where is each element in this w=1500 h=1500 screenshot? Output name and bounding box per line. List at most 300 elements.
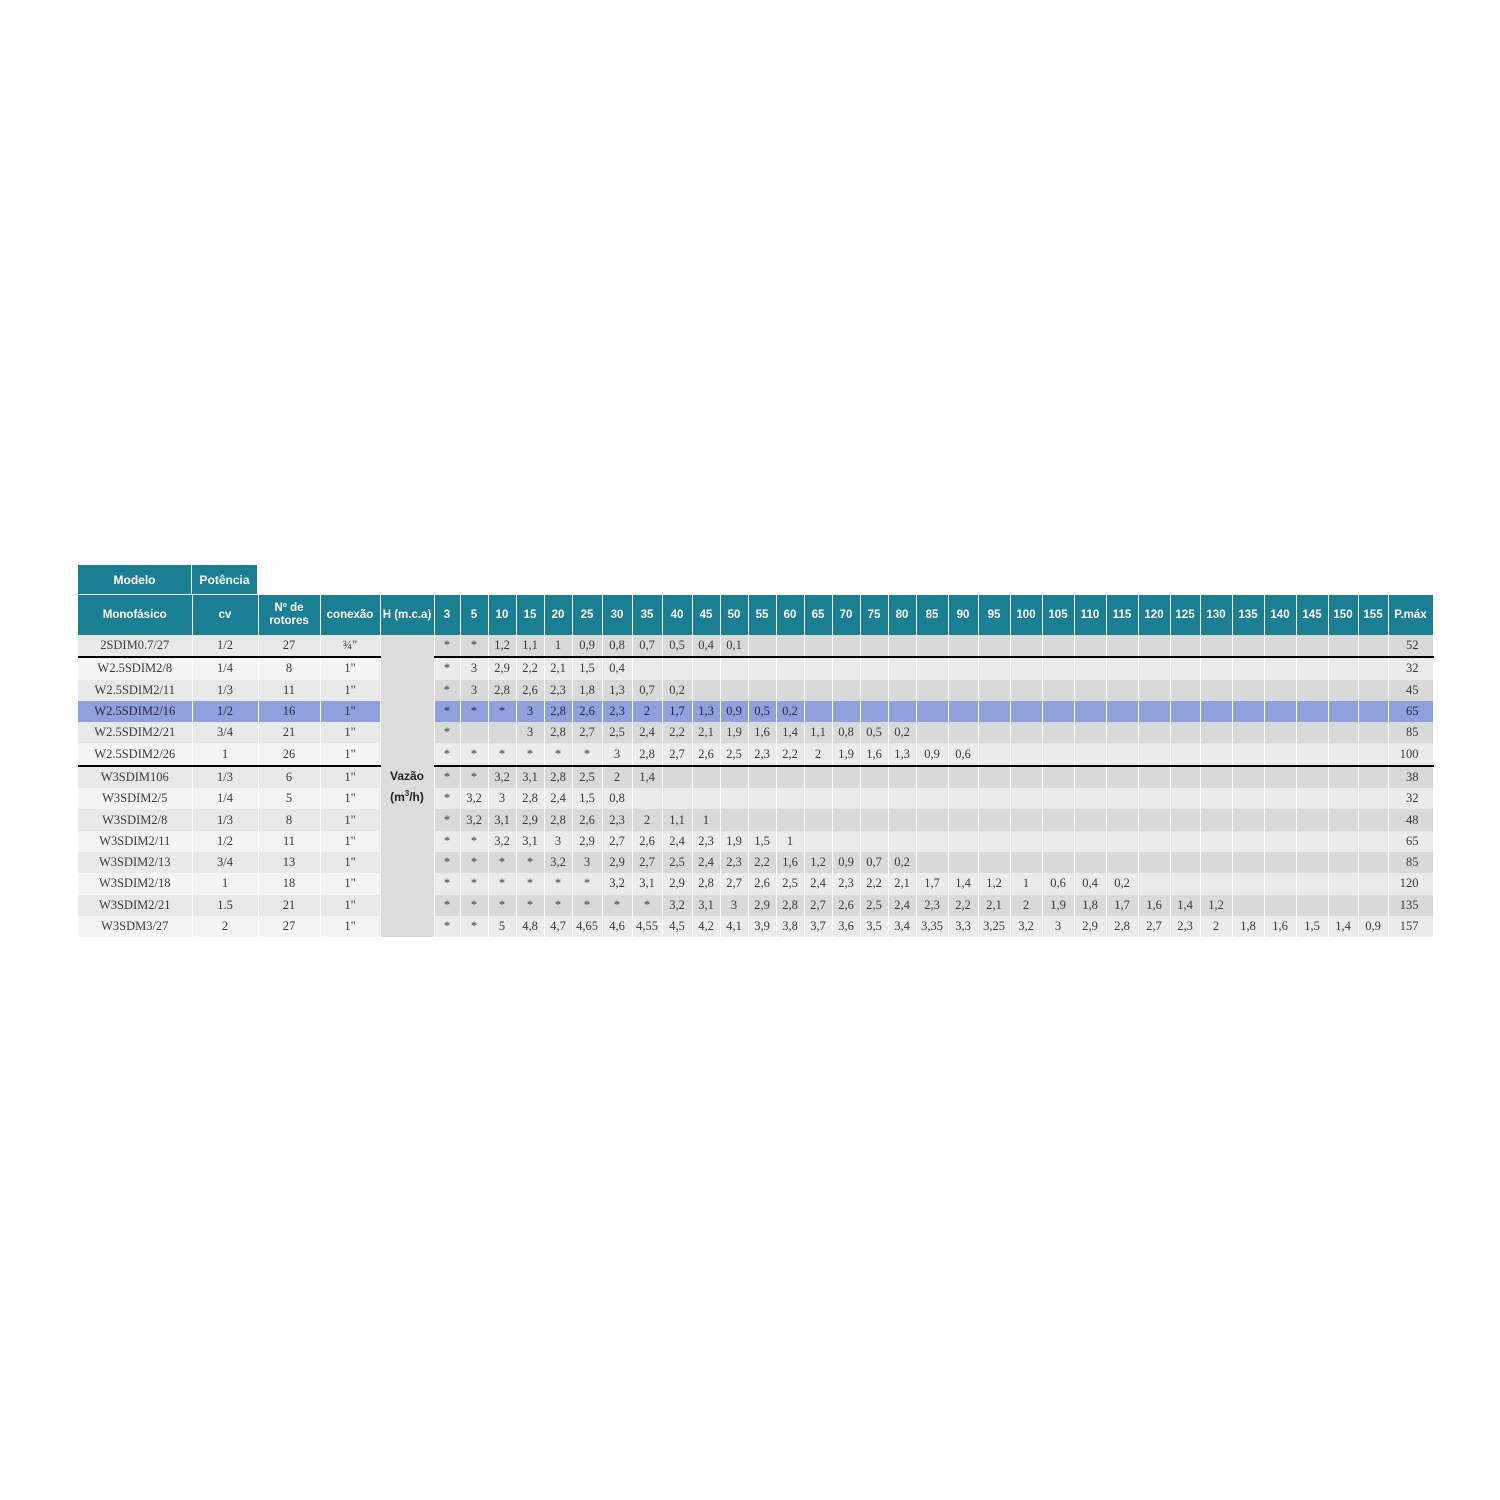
- table-row: [78, 701, 1433, 722]
- flow-value-cell: 1,1: [662, 809, 692, 830]
- table-row: [78, 852, 1433, 873]
- flow-value-cell: [888, 635, 916, 657]
- flow-value-cell: [832, 831, 860, 852]
- flow-value-cell: [1296, 766, 1328, 788]
- connection-cell: 1": [320, 722, 380, 743]
- flow-value-cell: [1010, 680, 1042, 701]
- flow-value-cell: [1200, 701, 1232, 722]
- flow-value-cell: [1200, 743, 1232, 765]
- flow-value-cell: 1: [776, 831, 804, 852]
- flow-value-cell: *: [434, 873, 460, 894]
- col-head-10-header: 50: [720, 595, 748, 636]
- connection-cell: 1": [320, 680, 380, 701]
- flow-value-cell: [1106, 788, 1138, 809]
- flow-value-cell: *: [516, 873, 544, 894]
- flow-value-cell: 1,2: [978, 873, 1010, 894]
- flow-value-cell: 2,6: [572, 701, 602, 722]
- col-head-15-header: 75: [860, 595, 888, 636]
- flow-value-cell: [1106, 809, 1138, 830]
- flow-value-cell: 2,9: [602, 852, 632, 873]
- flow-value-cell: [978, 766, 1010, 788]
- flow-value-cell: [1264, 895, 1296, 916]
- flow-value-cell: [1358, 831, 1388, 852]
- flow-value-cell: *: [434, 788, 460, 809]
- table-row: [78, 635, 1433, 657]
- flow-value-cell: 2,8: [544, 809, 572, 830]
- flow-value-cell: [1042, 831, 1074, 852]
- flow-value-cell: [1232, 873, 1264, 894]
- flow-value-cell: 2,5: [776, 873, 804, 894]
- flow-value-cell: [832, 635, 860, 657]
- flow-value-cell: *: [434, 852, 460, 873]
- flow-value-cell: [948, 809, 978, 830]
- flow-value-cell: 1,1: [804, 722, 832, 743]
- flow-value-cell: 2,8: [692, 873, 720, 894]
- flow-value-cell: [1170, 722, 1200, 743]
- col-head-0-header: 3: [434, 595, 460, 636]
- col-head-20-header: 100: [1010, 595, 1042, 636]
- flow-value-cell: [1358, 635, 1388, 657]
- cv-cell: 1/2: [192, 831, 258, 852]
- col-head-4-header: 20: [544, 595, 572, 636]
- flow-value-cell: [978, 701, 1010, 722]
- flow-value-cell: [1042, 788, 1074, 809]
- pmax-cell: 32: [1388, 657, 1433, 679]
- flow-value-cell: 2,7: [720, 873, 748, 894]
- rotors-cell: 18: [258, 873, 320, 894]
- flow-value-cell: [1170, 873, 1200, 894]
- flow-value-cell: [1074, 788, 1106, 809]
- flow-value-cell: [1200, 657, 1232, 679]
- flow-value-cell: [1200, 788, 1232, 809]
- flow-value-cell: 1,6: [776, 852, 804, 873]
- flow-value-cell: 0,7: [632, 680, 662, 701]
- flow-value-cell: [888, 657, 916, 679]
- cv-cell: 2: [192, 916, 258, 937]
- flow-value-cell: 1: [544, 635, 572, 657]
- flow-value-cell: [1200, 766, 1232, 788]
- flow-value-cell: [1170, 852, 1200, 873]
- flow-value-cell: [1232, 831, 1264, 852]
- flow-value-cell: [748, 788, 776, 809]
- cv-cell: 1/2: [192, 635, 258, 657]
- flow-value-cell: [748, 657, 776, 679]
- flow-value-cell: [1264, 766, 1296, 788]
- flow-value-cell: [1106, 657, 1138, 679]
- flow-value-cell: 2,8: [544, 701, 572, 722]
- flow-value-cell: [916, 635, 948, 657]
- flow-value-cell: 2,9: [662, 873, 692, 894]
- flow-value-cell: 1,7: [662, 701, 692, 722]
- flow-value-cell: 2,5: [720, 743, 748, 765]
- flow-value-cell: [1328, 701, 1358, 722]
- flow-value-cell: [832, 788, 860, 809]
- flow-value-cell: 3,1: [632, 873, 662, 894]
- model-cell: W3SDM3/27: [78, 916, 192, 937]
- flow-value-cell: [1106, 831, 1138, 852]
- flow-value-cell: 3,4: [888, 916, 916, 937]
- flow-value-cell: 2: [602, 766, 632, 788]
- flow-value-cell: [1138, 722, 1170, 743]
- flow-value-cell: [1232, 743, 1264, 765]
- flow-value-cell: 3,1: [692, 895, 720, 916]
- flow-value-cell: [692, 657, 720, 679]
- flow-value-cell: [1264, 635, 1296, 657]
- flow-value-cell: 3,2: [1010, 916, 1042, 937]
- flow-value-cell: 0,2: [662, 680, 692, 701]
- flow-value-cell: 4,8: [516, 916, 544, 937]
- flow-value-cell: [1106, 722, 1138, 743]
- flow-value-cell: 3,8: [776, 916, 804, 937]
- pmax-cell: 45: [1388, 680, 1433, 701]
- flow-value-cell: [1328, 722, 1358, 743]
- flow-value-cell: 1,5: [572, 788, 602, 809]
- flow-value-cell: [1328, 831, 1358, 852]
- flow-value-cell: [1138, 831, 1170, 852]
- flow-value-cell: [1264, 743, 1296, 765]
- flow-value-cell: [1200, 722, 1232, 743]
- flow-value-cell: 3,7: [804, 916, 832, 937]
- flow-value-cell: [1358, 852, 1388, 873]
- flow-value-cell: 0,5: [860, 722, 888, 743]
- col-head-17-header: 85: [916, 595, 948, 636]
- flow-value-cell: 3,2: [488, 831, 516, 852]
- flow-value-cell: 2,2: [516, 657, 544, 679]
- flow-unit-label: [380, 635, 434, 937]
- flow-value-cell: [1232, 809, 1264, 830]
- flow-value-cell: 3,9: [748, 916, 776, 937]
- flow-value-cell: [692, 680, 720, 701]
- flow-value-cell: [1010, 743, 1042, 765]
- flow-value-cell: 2,3: [602, 701, 632, 722]
- table-row: [78, 657, 1433, 679]
- model-cell: W2.5SDIM2/11: [78, 680, 192, 701]
- rotors-cell: 8: [258, 809, 320, 830]
- flow-value-cell: 2,3: [832, 873, 860, 894]
- col-head-30-header: 150: [1328, 595, 1358, 636]
- flow-value-cell: 2,7: [1138, 916, 1170, 937]
- flow-value-cell: [748, 766, 776, 788]
- flow-value-cell: [692, 788, 720, 809]
- flow-value-cell: [1042, 722, 1074, 743]
- flow-value-cell: [1170, 657, 1200, 679]
- flow-value-cell: [948, 788, 978, 809]
- flow-value-cell: 4,2: [692, 916, 720, 937]
- flow-value-cell: [1074, 680, 1106, 701]
- flow-value-cell: [1010, 831, 1042, 852]
- flow-value-cell: 2,4: [888, 895, 916, 916]
- flow-value-cell: 2,3: [720, 852, 748, 873]
- cv-cell: 1/4: [192, 657, 258, 679]
- cv-cell: 3/4: [192, 852, 258, 873]
- flow-value-cell: [720, 788, 748, 809]
- flow-value-cell: [1296, 852, 1328, 873]
- flow-value-cell: [1106, 743, 1138, 765]
- flow-value-cell: *: [460, 916, 488, 937]
- flow-value-cell: [916, 766, 948, 788]
- flow-value-cell: [1010, 722, 1042, 743]
- connection-cell: 1": [320, 916, 380, 937]
- flow-value-cell: 4,6: [602, 916, 632, 937]
- col-head-3-header: 15: [516, 595, 544, 636]
- col-head-24-header: 120: [1138, 595, 1170, 636]
- col-head-23-header: 115: [1106, 595, 1138, 636]
- flow-value-cell: 1,5: [1296, 916, 1328, 937]
- flow-value-cell: [1200, 635, 1232, 657]
- flow-value-cell: 1,5: [748, 831, 776, 852]
- rotors-cell: 5: [258, 788, 320, 809]
- connection-cell: 1": [320, 873, 380, 894]
- flow-value-cell: 2,7: [662, 743, 692, 765]
- flow-value-cell: [1074, 635, 1106, 657]
- flow-value-cell: 1,8: [1232, 916, 1264, 937]
- flow-value-cell: *: [572, 873, 602, 894]
- flow-unit-suffix: /h): [409, 789, 424, 804]
- flow-value-cell: [860, 701, 888, 722]
- flow-value-cell: [1358, 722, 1388, 743]
- flow-value-cell: [1296, 635, 1328, 657]
- flow-value-cell: [860, 831, 888, 852]
- flow-value-cell: [1042, 743, 1074, 765]
- flow-value-cell: 0,8: [602, 788, 632, 809]
- flow-value-cell: [1296, 657, 1328, 679]
- flow-value-cell: 0,8: [602, 635, 632, 657]
- flow-value-cell: 3,2: [544, 852, 572, 873]
- rotors-cell: 11: [258, 831, 320, 852]
- flow-unit-exponent: 3: [404, 788, 410, 798]
- flow-value-cell: [1138, 657, 1170, 679]
- flow-value-cell: [1138, 809, 1170, 830]
- flow-value-cell: 2,9: [516, 809, 544, 830]
- connection-cell: 1": [320, 852, 380, 873]
- col-head-22-header: 110: [1074, 595, 1106, 636]
- flow-value-cell: [720, 809, 748, 830]
- flow-value-cell: 3: [1042, 916, 1074, 937]
- flow-value-cell: 0,4: [1074, 873, 1106, 894]
- model-cell: W3SDIM106: [78, 766, 192, 788]
- connection-cell: 1": [320, 788, 380, 809]
- flow-value-cell: 3,2: [460, 809, 488, 830]
- flow-value-cell: [916, 657, 948, 679]
- group-model-header: Modelo: [78, 565, 192, 594]
- flow-value-cell: [916, 831, 948, 852]
- flow-value-cell: 1,3: [692, 701, 720, 722]
- flow-value-cell: [1042, 657, 1074, 679]
- flow-value-cell: 2,5: [860, 895, 888, 916]
- model-cell: W3SDIM2/21: [78, 895, 192, 916]
- pmax-cell: 120: [1388, 873, 1433, 894]
- flow-value-cell: [916, 722, 948, 743]
- flow-value-cell: [1296, 701, 1328, 722]
- flow-value-cell: 0,9: [1358, 916, 1388, 937]
- flow-value-cell: 2,1: [888, 873, 916, 894]
- flow-value-cell: [888, 701, 916, 722]
- flow-value-cell: 1,3: [888, 743, 916, 765]
- flow-value-cell: 3,35: [916, 916, 948, 937]
- flow-value-cell: 2,1: [692, 722, 720, 743]
- flow-value-cell: [1232, 766, 1264, 788]
- col-head-27-header: 135: [1232, 595, 1264, 636]
- flow-value-cell: [978, 788, 1010, 809]
- flow-value-cell: [1170, 680, 1200, 701]
- flow-value-cell: 0,9: [916, 743, 948, 765]
- col-head-21-header: 105: [1042, 595, 1074, 636]
- col-head-18-header: 90: [948, 595, 978, 636]
- flow-value-cell: 2: [1200, 916, 1232, 937]
- rotors-cell: 11: [258, 680, 320, 701]
- flow-value-cell: 0,7: [632, 635, 662, 657]
- flow-value-cell: [1074, 722, 1106, 743]
- pmax-cell: 65: [1388, 831, 1433, 852]
- flow-value-cell: [662, 766, 692, 788]
- flow-value-cell: [1042, 766, 1074, 788]
- flow-value-cell: 3: [544, 831, 572, 852]
- flow-value-cell: *: [434, 743, 460, 765]
- flow-value-cell: 2,7: [804, 895, 832, 916]
- flow-value-cell: *: [434, 809, 460, 830]
- flow-value-cell: [748, 809, 776, 830]
- flow-value-cell: [1358, 701, 1388, 722]
- flow-value-cell: [1170, 701, 1200, 722]
- flow-value-cell: 0,9: [572, 635, 602, 657]
- flow-value-cell: [1328, 809, 1358, 830]
- flow-value-cell: 1,9: [720, 831, 748, 852]
- flow-value-cell: 2,9: [1074, 916, 1106, 937]
- flow-value-cell: [1074, 743, 1106, 765]
- flow-value-cell: 1,2: [488, 635, 516, 657]
- flow-value-cell: 2,9: [748, 895, 776, 916]
- pmax-cell: 52: [1388, 635, 1433, 657]
- flow-value-cell: [916, 852, 948, 873]
- flow-value-cell: 2,6: [632, 831, 662, 852]
- flow-value-cell: [1264, 680, 1296, 701]
- flow-value-cell: [1138, 852, 1170, 873]
- flow-value-cell: 2,8: [632, 743, 662, 765]
- flow-value-cell: *: [572, 743, 602, 765]
- flow-value-cell: [1328, 680, 1358, 701]
- flow-value-cell: 2,6: [516, 680, 544, 701]
- flow-value-cell: [632, 657, 662, 679]
- flow-value-cell: *: [544, 895, 572, 916]
- flow-value-cell: [1138, 635, 1170, 657]
- pmax-cell: 65: [1388, 701, 1433, 722]
- flow-value-cell: [1042, 635, 1074, 657]
- flow-value-cell: [888, 788, 916, 809]
- flow-value-cell: [832, 680, 860, 701]
- flow-value-cell: *: [434, 680, 460, 701]
- cv-cell: 1.5: [192, 895, 258, 916]
- flow-value-cell: [1296, 788, 1328, 809]
- flow-value-cell: [1328, 635, 1358, 657]
- flow-value-cell: [776, 788, 804, 809]
- flow-value-cell: [1042, 680, 1074, 701]
- flow-value-cell: [978, 657, 1010, 679]
- flow-value-cell: [1358, 809, 1388, 830]
- flow-value-cell: [978, 722, 1010, 743]
- flow-value-cell: 1,4: [776, 722, 804, 743]
- flow-value-cell: 2,3: [544, 680, 572, 701]
- cv-cell: 1/3: [192, 766, 258, 788]
- flow-value-cell: [948, 831, 978, 852]
- model-cell: W2.5SDIM2/8: [78, 657, 192, 679]
- flow-value-cell: [1296, 895, 1328, 916]
- flow-value-cell: *: [460, 895, 488, 916]
- flow-value-cell: [860, 657, 888, 679]
- col-head-13-header: 65: [804, 595, 832, 636]
- flow-value-cell: [1042, 852, 1074, 873]
- col-head-12-header: 60: [776, 595, 804, 636]
- flow-value-cell: [860, 766, 888, 788]
- flow-value-cell: 1,4: [1170, 895, 1200, 916]
- flow-value-cell: [804, 657, 832, 679]
- pump-performance-table: [78, 565, 1428, 937]
- flow-value-cell: [720, 680, 748, 701]
- flow-value-cell: 2,8: [544, 722, 572, 743]
- flow-value-cell: [1358, 680, 1388, 701]
- flow-value-cell: 2,5: [572, 766, 602, 788]
- flow-value-cell: *: [434, 701, 460, 722]
- flow-value-cell: 3: [516, 722, 544, 743]
- table-row: [78, 895, 1433, 916]
- flow-value-cell: [1170, 635, 1200, 657]
- flow-value-cell: [1264, 831, 1296, 852]
- flow-value-cell: [1042, 809, 1074, 830]
- flow-value-cell: 1,8: [1074, 895, 1106, 916]
- flow-value-cell: [916, 788, 948, 809]
- flow-value-cell: [1296, 722, 1328, 743]
- col-head-26-header: 130: [1200, 595, 1232, 636]
- table-row: [78, 916, 1433, 937]
- flow-value-cell: *: [516, 895, 544, 916]
- flow-value-cell: [860, 788, 888, 809]
- flow-value-cell: [804, 680, 832, 701]
- flow-value-cell: [1328, 657, 1358, 679]
- flow-value-cell: [1106, 680, 1138, 701]
- flow-value-cell: 2,7: [632, 852, 662, 873]
- flow-value-cell: 2: [632, 701, 662, 722]
- flow-value-cell: 3,1: [488, 809, 516, 830]
- flow-value-cell: 3,1: [516, 766, 544, 788]
- flow-value-cell: *: [544, 743, 572, 765]
- flow-value-cell: 1,2: [1200, 895, 1232, 916]
- table-row: [78, 809, 1433, 830]
- flow-value-cell: 0,2: [888, 852, 916, 873]
- flow-value-cell: 0,2: [1106, 873, 1138, 894]
- flow-value-cell: 2,4: [544, 788, 572, 809]
- flow-value-cell: 1,4: [948, 873, 978, 894]
- flow-value-cell: [978, 809, 1010, 830]
- flow-value-cell: [1264, 809, 1296, 830]
- col-head-14-header: 70: [832, 595, 860, 636]
- flow-value-cell: 1,5: [572, 657, 602, 679]
- flow-value-cell: [776, 657, 804, 679]
- table-row: [78, 766, 1433, 788]
- flow-value-cell: *: [488, 743, 516, 765]
- flow-value-cell: 3: [602, 743, 632, 765]
- flow-value-cell: [1010, 852, 1042, 873]
- flow-value-cell: [1010, 766, 1042, 788]
- col-head-1-header: 5: [460, 595, 488, 636]
- rotors-cell: 13: [258, 852, 320, 873]
- col-head-9-header: 45: [692, 595, 720, 636]
- flow-value-cell: 1,7: [916, 873, 948, 894]
- col-head-25-header: 125: [1170, 595, 1200, 636]
- flow-value-cell: [1264, 701, 1296, 722]
- flow-value-cell: [888, 809, 916, 830]
- flow-value-cell: [1358, 657, 1388, 679]
- flow-value-cell: [948, 722, 978, 743]
- flow-value-cell: 2: [632, 809, 662, 830]
